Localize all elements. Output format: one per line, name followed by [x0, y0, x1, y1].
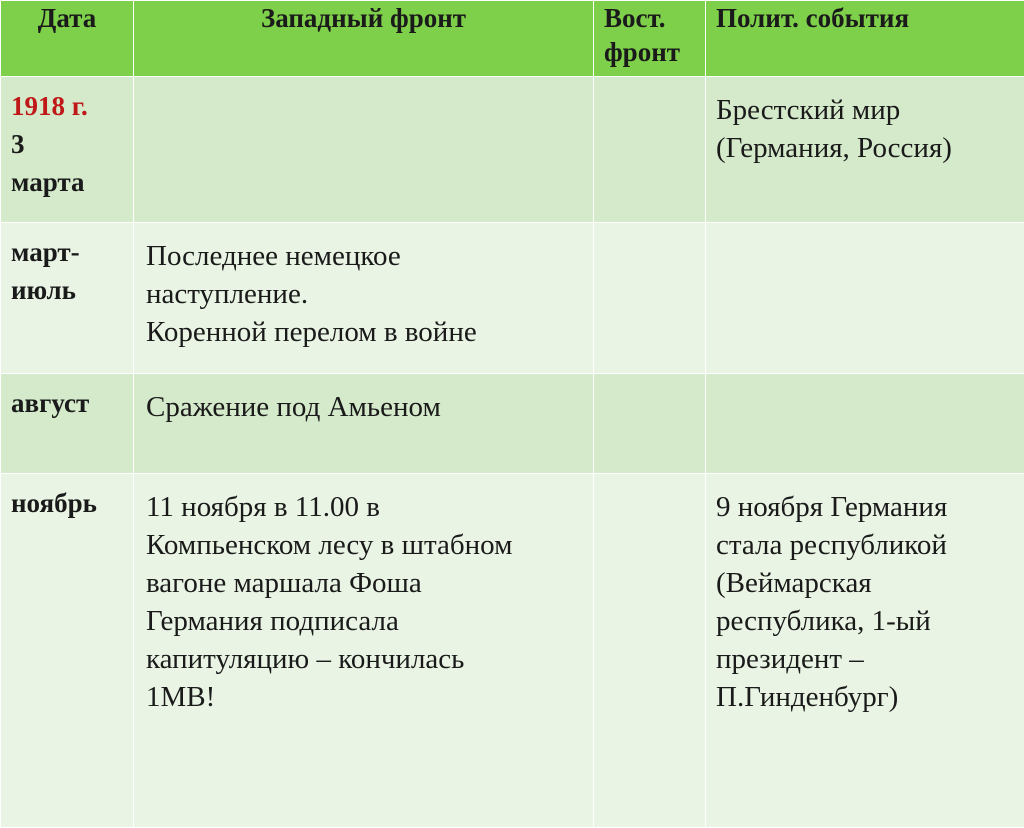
text-line: П.Гинденбург): [716, 678, 1016, 716]
date-line: ноябрь: [11, 484, 127, 522]
text-line: Коренной перелом в войне: [146, 313, 585, 351]
text-line: президент –: [716, 640, 1016, 678]
text-line: стала республикой: [716, 526, 1016, 564]
text-line: (Германия, Россия): [716, 129, 1016, 167]
political-events-cell: [706, 223, 1024, 374]
text-line: 1МВ!: [146, 678, 585, 716]
text-line: Сражение под Амьеном: [146, 388, 585, 426]
date-cell: [1, 77, 134, 223]
western-front-cell: [134, 374, 594, 474]
date-line: 3: [11, 125, 127, 163]
header-western-front: Западный фронт: [134, 1, 594, 77]
table-row: [1, 474, 1024, 828]
text-line: 11 ноября в 11.00 в: [146, 488, 585, 526]
eastern-front-cell: [594, 77, 706, 223]
text-line: республика, 1-ый: [716, 602, 1016, 640]
political-events-cell: [706, 474, 1024, 828]
text-line: капитуляцию – кончилась: [146, 640, 585, 678]
table-body: [1, 77, 1024, 828]
header-date: Дата: [1, 1, 134, 77]
eastern-front-cell: [594, 374, 706, 474]
western-front-cell: [134, 77, 594, 223]
header-eastern-front: [594, 1, 706, 77]
date-line: март-: [11, 233, 127, 271]
text-line: вагоне маршала Фоша: [146, 564, 585, 602]
header-row: [1, 1, 1024, 77]
header-eastern-line2: фронт: [604, 35, 705, 69]
table-row: [1, 223, 1024, 374]
eastern-front-cell: [594, 474, 706, 828]
date-line: марта: [11, 163, 127, 201]
date-cell: [1, 374, 134, 474]
western-front-cell: [134, 474, 594, 828]
table-header: [1, 1, 1024, 77]
eastern-front-cell: [594, 223, 706, 374]
text-line: (Веймарская: [716, 564, 1016, 602]
header-eastern-line1: Вост.: [604, 1, 705, 35]
text-line: Компьенском лесу в штабном: [146, 526, 585, 564]
date-cell: [1, 223, 134, 374]
text-line: Последнее немецкое: [146, 237, 585, 275]
text-line: наступление.: [146, 275, 585, 313]
header-political-events: Полит. события: [706, 1, 1024, 77]
text-line: Германия подписала: [146, 602, 585, 640]
date-line: июль: [11, 271, 127, 309]
political-events-cell: [706, 77, 1024, 223]
table-row: [1, 374, 1024, 474]
table-row: [1, 77, 1024, 223]
date-year: 1918 г.: [11, 87, 127, 125]
text-line: Брестский мир: [716, 91, 1016, 129]
political-events-cell: [706, 374, 1024, 474]
date-line: август: [11, 384, 127, 422]
western-front-cell: [134, 223, 594, 374]
date-cell: [1, 474, 134, 828]
text-line: 9 ноября Германия: [716, 488, 1016, 526]
